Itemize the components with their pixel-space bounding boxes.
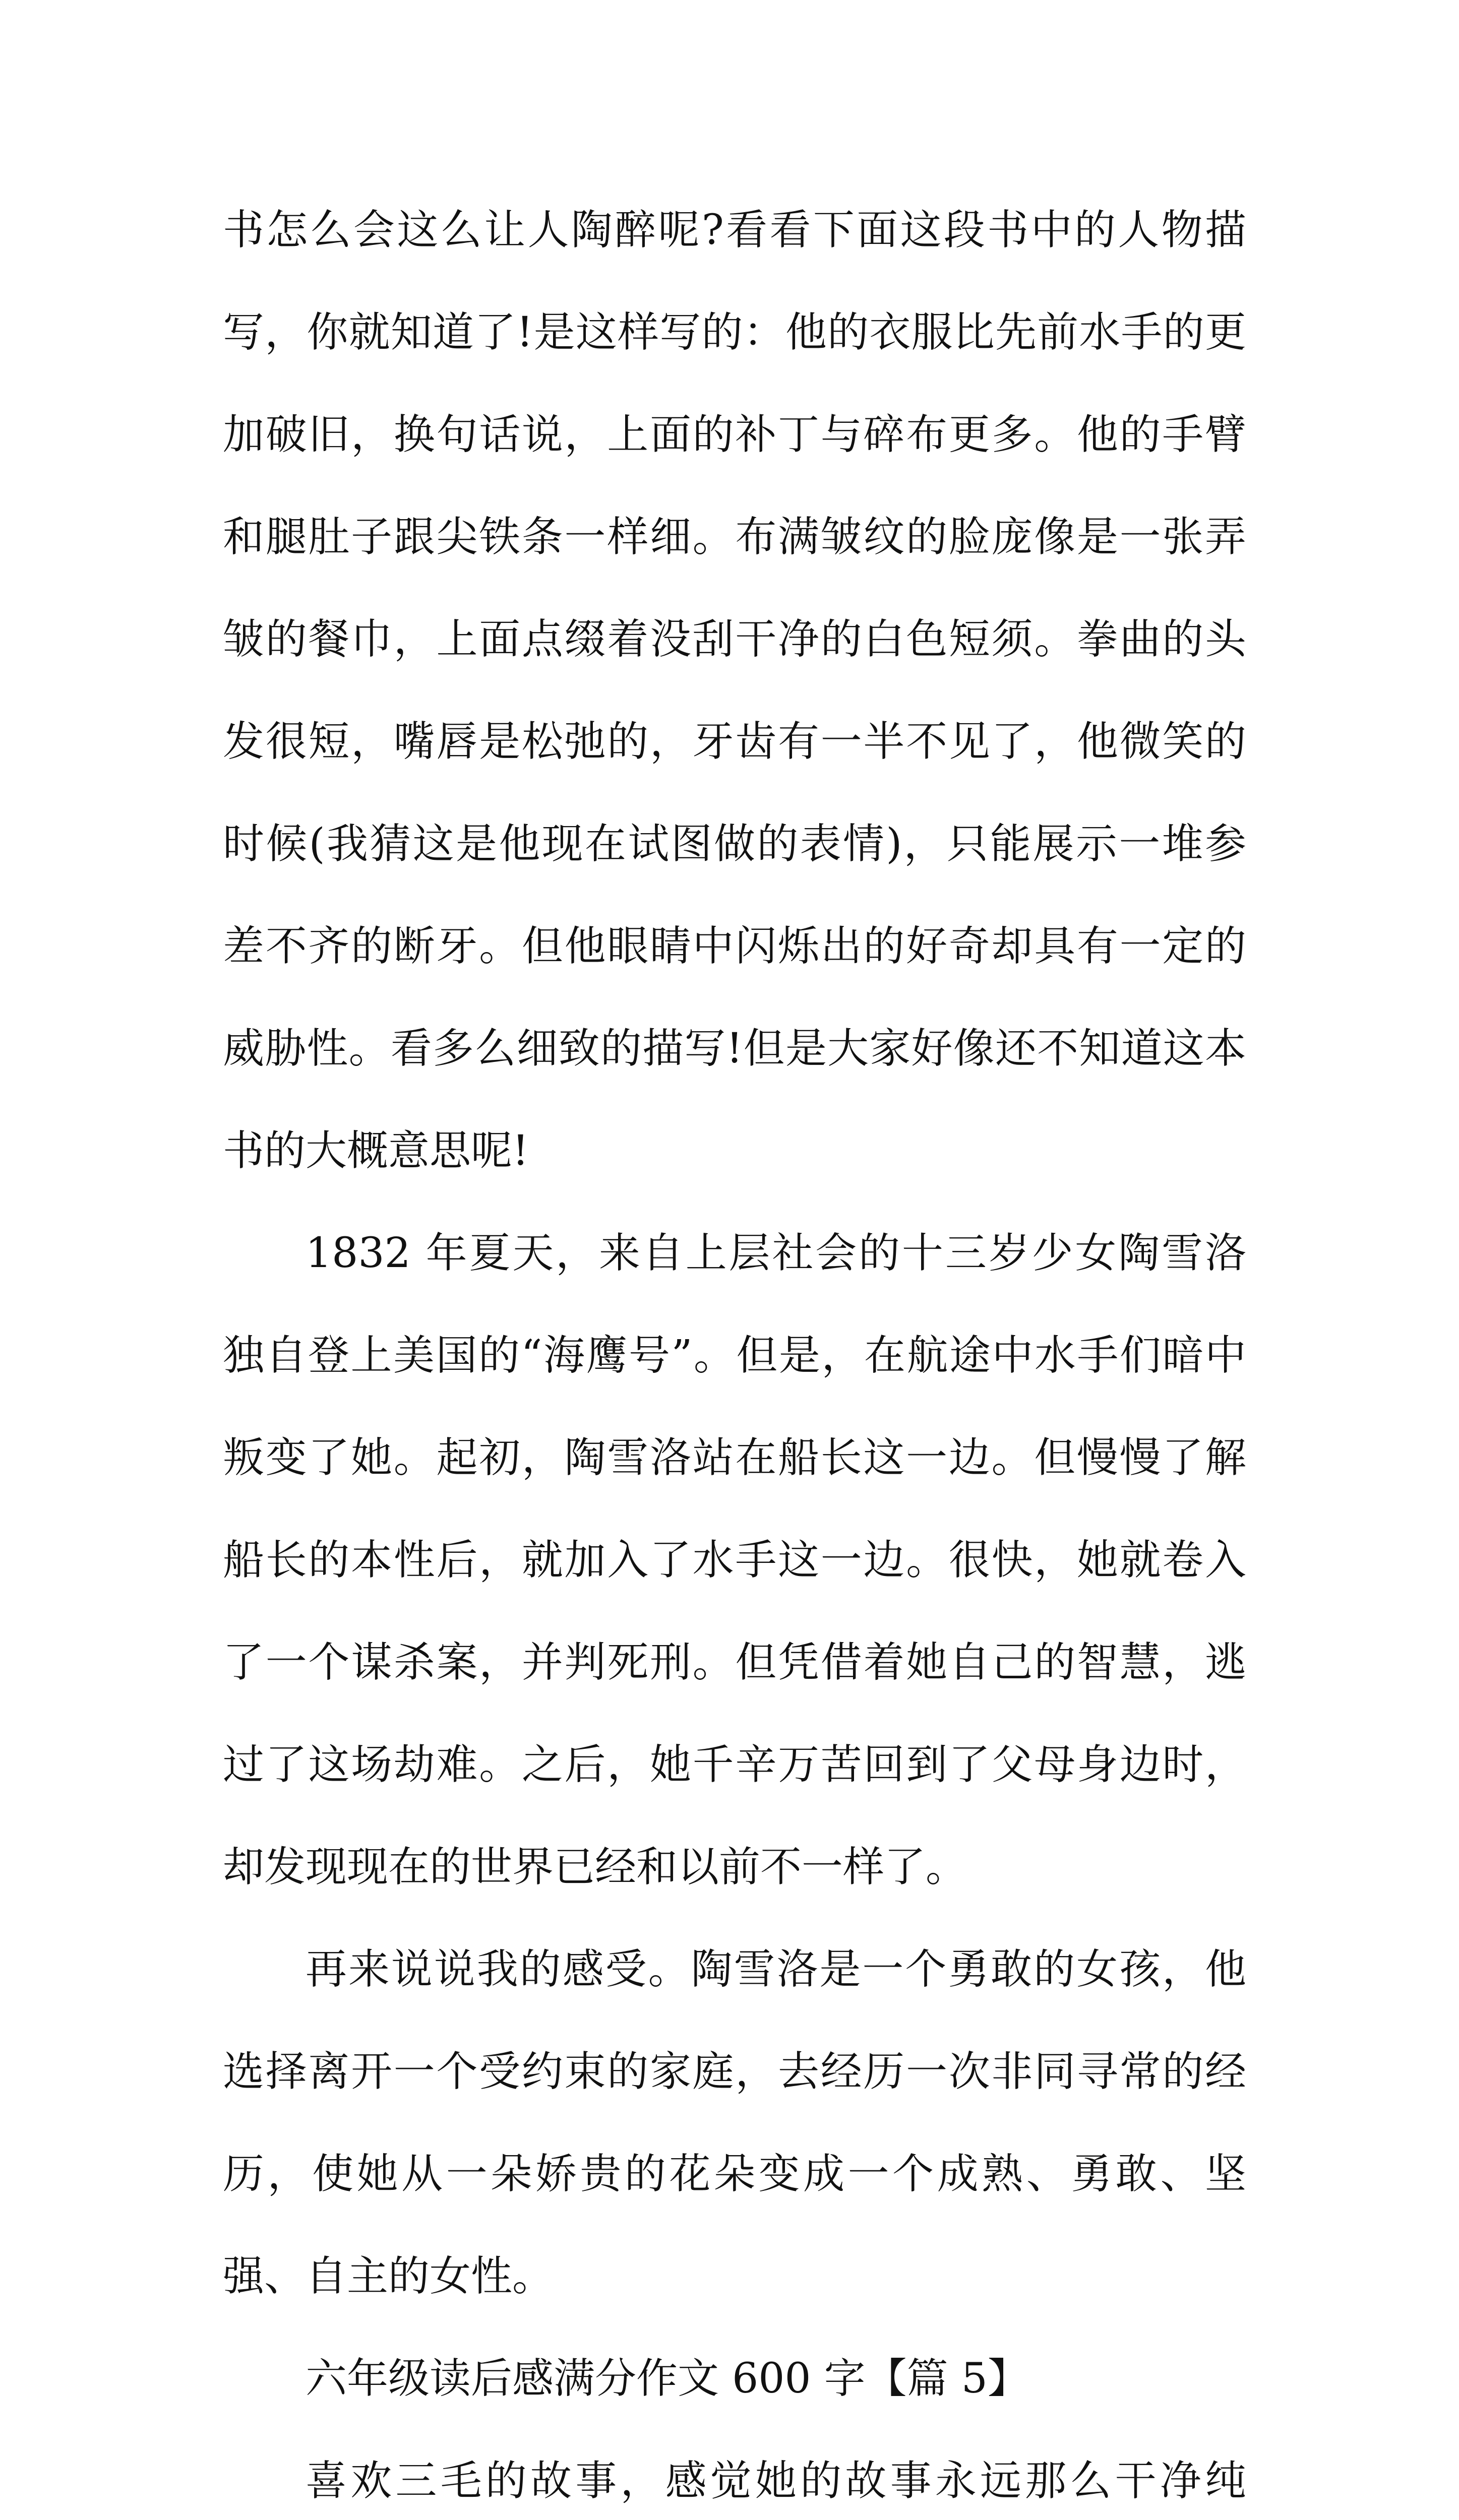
paragraph-character-description: 书怎么会这么让人陶醉呢?看看下面这段书中的人物描写，你就知道了!是这样写的：他的衣服比先前水手的更加破旧，换句话说，上面的补丁与碎布更多。他的手臂和腿肚子跟尖铁条一样细。布满皱纹的脸庞像是一张弄皱的餐巾，上面点缀着没刮干净的白色短须。拳曲的头发很短，嘴唇是松弛的，牙齿有一半不见了，他微笑的时候(我猜这是他现在试图做的表情)，只能展示一堆参差不齐的断牙。但他眼睛中闪烁出的好奇却具有一定的威胁性。看多么细致的描写!但是大家好像还不知道这本书的大概意思呢!: [223, 206, 1246, 1175]
document-body: [223, 179, 1246, 2520]
paragraph-sanmao-intro: 喜欢三毛的故事，感觉她的故事永远那么干净纯: [306, 2457, 1246, 2505]
section-heading: 六年级读后感满分作文 600 字【篇 5】: [306, 2355, 1029, 2403]
paragraph-story-summary: 1832 年夏天，来自上层社会的十三岁少女陶雪洛独自登上美国的“海鹰号”。但是，在航途中水手们暗中叛变了她。起初，陶雪洛站在船长这一边。但慢慢了解船长的本性后，就加入了水手这一边。很快，她就卷入了一个谋杀案，并判死刑。但凭借着她自己的智慧，逃过了这场劫难。之后，她千辛万苦回到了父母身边时，却发现现在的世界已经和以前不一样了。: [223, 1229, 1246, 1891]
paragraph-personal-feeling: 再来说说我的感受。陶雪洛是一个勇敢的女孩，他选择离开一个受约束的家庭，去经历一次非同寻常的经历，使她从一朵娇贵的花朵变成一个成熟、勇敢、坚强、自主的女性。: [223, 1945, 1246, 2300]
